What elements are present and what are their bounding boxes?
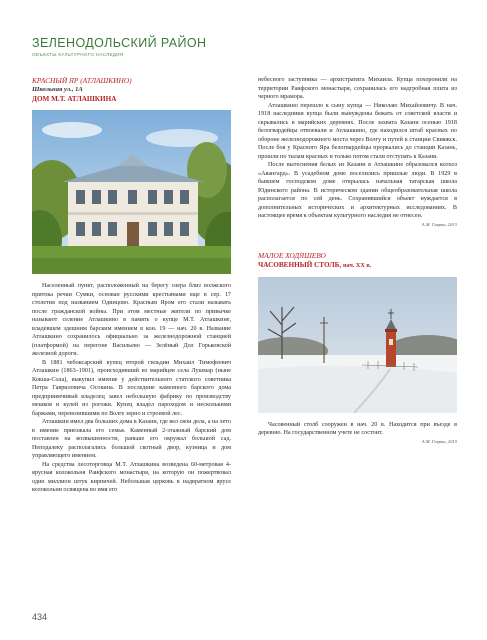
right-paragraph-4: Часовенный столб сооружен в нач. 20 в. Находится при въезде в деревню. На государственном учете не состоит.: [258, 421, 457, 436]
section2-object-date: нач. ХХ в.: [342, 261, 372, 269]
left-paragraph-1: Населенный пункт, расположенный на берегу озера близ волжского притока речки Сумки, основан русскими крестьянами еще в сер. 17 столетия под названием Одинцово. Красным Яром его стали называть после гражданской войны. При этом местные жители по привычке называют селение Атлашкино в память о купце М.Т. Атлашкине, владевшем здешним барским имением в кон. 19 — нач. 20 в. Название Атлашкино сохранилось официально за железнодорожной станцией (платформой) на перегоне Васильево — Зелёный Дол Горьковской железной дороги.: [32, 283, 231, 357]
left-paragraph-4: На средства лесоторговца М.Т. Атлашкина возведена 60-метровая 4-ярусная колокольня Раифского монастыря, на которую он пожертвовал один миллион штук кирпичей. Небольшая церковь в надвратном ярусе колокольни освящена во имя его: [32, 461, 231, 493]
right-column: [258, 76, 457, 446]
page-number: 434: [32, 612, 48, 622]
section2-object-name: ЧАСОВЕННЫЙ СТОЛБ,: [258, 260, 342, 269]
photo-credit-2: А.М. Гаврин, 2015: [421, 438, 457, 444]
left-paragraph-2: В 1881 чебоксарский купец второй гильдии Михаил Тимофеевич Атлашкин (1863–1901), происходивший из марийцев села Лушмар (ныне Кокша-Сола), выкупил имение у действительного статского советника Петра Гавриловича Осокина. В последние каменного барского дома предприимчивый владелец завел небольшую фабрику по производству мешков и кулей из рогожи. Купец владел пароходом и несколькими баржами, перевозившими по Волге зерно и строевой лес.: [32, 359, 231, 417]
section1-place: КРАСНЫЙ ЯР (АТЛАШКИНО): [32, 76, 132, 85]
manor-house-photo: [32, 110, 231, 274]
right-paragraph-1: небесного заступника — архистратига Михаила. Купца похоронили на территории Раифского монастыря, сохранилась его надгробная плита из черного мрамора.: [258, 77, 457, 100]
right-paragraph-2: Атлашкино перешло к сыну купца — Николаю Михайловичу. В нач. 1918 наследники купца были вынуждены бежать от советской власти и скрывались в марийских деревнях. После захвата Казани осенью 1918 белогвардейцы отвоевали и Атлашкино, где находился штаб красных по обороне железнодорожного моста через Волгу и путей к станции Свияжск. После боя у Красного Яра белогвардейцы прорвались до станции Казань, прошли по тылам красных и только потом стали отступать к Казани.: [258, 102, 457, 160]
right-paragraph-3: После вытеснения белых из Казани в Атлашкине образовался колхоз «Авангард». В усадебном доме поселились пришлые люди. В 1929 в бывшем господском доме открылась начальная татарская школа Юдинского района. В историческом здании общеобразовательная школа располагается по сей день. Сохранившийся объект нуждается в дополнительных исторических и архитектурных исследованиях. В настоящее время к объектам культурного наследия не отнесен.: [258, 162, 457, 219]
chapel-pillar-photo: [258, 277, 457, 413]
section2-object: [258, 260, 457, 271]
section1-object: ДОМ М.Т. АТЛАШКИНА: [32, 95, 117, 103]
region-subtitle: ОБЪЕКТЫ КУЛЬТУРНОГО НАСЛЕДИЯ: [32, 52, 124, 57]
left-paragraph-3: Атлашкин имел два больших дома в Казани, где вел свои дела, а на лето в имение приезжала его семья. Каменный 2-этажный барский дом поставлен на возвышенности, раньше его окружал большой сад. Неподалеку располагались большой скотный двор, кузница и дом управляющего имением.: [32, 419, 231, 459]
region-title: ЗЕЛЕНОДОЛЬСКИЙ РАЙОН: [32, 36, 207, 50]
page-header: [32, 36, 454, 57]
section2-place: МАЛОЕ ХОДЯШЕВО: [258, 250, 326, 260]
photo-credit-1: А.М. Гаврин, 2015: [421, 221, 457, 227]
left-column: [32, 76, 231, 495]
section1-address: Школьная ул., 1А: [32, 86, 83, 93]
